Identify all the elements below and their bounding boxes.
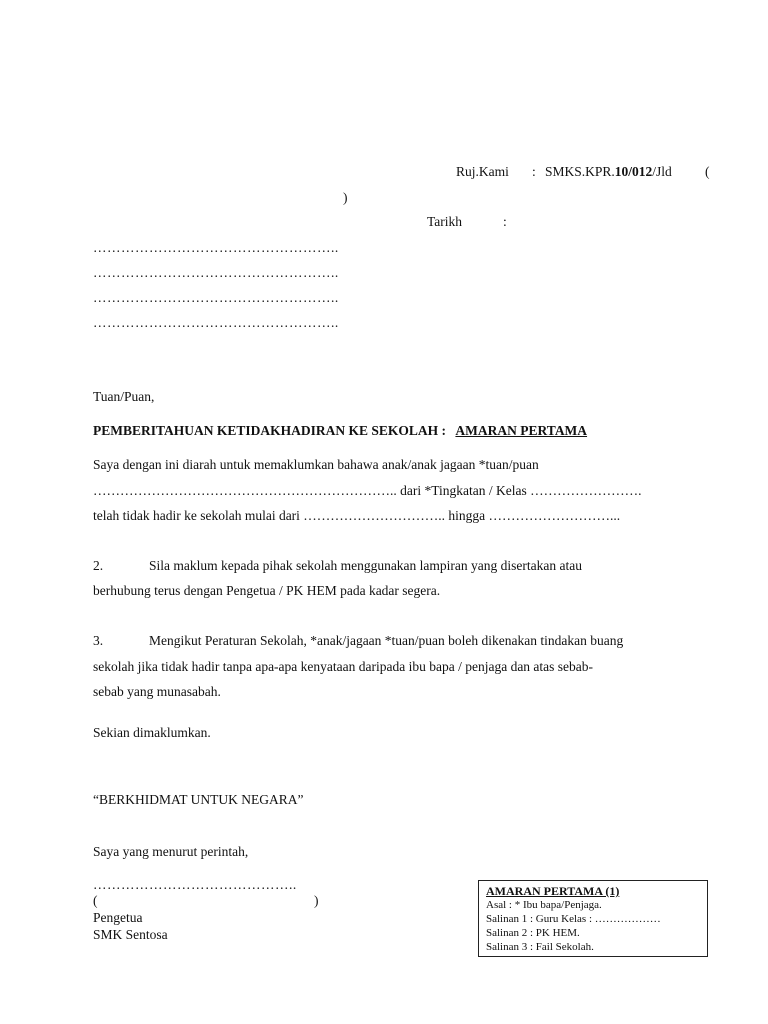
copies-line-original: Asal : * Ibu bapa/Penjaga. — [486, 899, 602, 911]
signature-line: …………………………………….. — [93, 877, 297, 892]
copies-line-1: Salinan 1 : Guru Kelas : ……………… — [486, 913, 661, 925]
subject-main: PEMBERITAHUAN KETIDAKHADIRAN KE SEKOLAH : — [93, 423, 447, 438]
para3-line3: sebab yang munasabah. — [93, 684, 221, 699]
para2-line1: Sila maklum kepada pihak sekolah menggunakan lampiran yang disertakan atau — [149, 558, 582, 573]
salutation: Tuan/Puan, — [93, 389, 155, 404]
address-line-1: …………………………………………….. — [93, 240, 339, 255]
subject-emphasis: AMARAN PERTAMA — [455, 423, 588, 438]
motto: “BERKHIDMAT UNTUK NEGARA” — [93, 792, 304, 807]
closing: Sekian dimaklumkan. — [93, 725, 211, 740]
copies-line-2: Salinan 2 : PK HEM. — [486, 927, 580, 939]
para1-line3: telah tidak hadir ke sekolah mulai dari ………………………….. hingga ………………………... — [93, 508, 621, 523]
signoff: Saya yang menurut perintah, — [93, 844, 249, 859]
signature-open-paren: ( — [93, 893, 98, 908]
para3-line1: Mengikut Peraturan Sekolah, *anak/jagaan *tuan/puan boleh dikenakan tindakan buang — [149, 633, 624, 648]
ref-suffix: /Jld — [652, 164, 672, 179]
ref-open-paren: ( — [705, 164, 710, 179]
date-label: Tarikh — [427, 214, 463, 229]
copies-box — [478, 880, 708, 957]
para3-number: 3. — [93, 633, 104, 648]
ref-label: Ruj.Kami — [456, 164, 509, 179]
address-line-2: …………………………………………….. — [93, 265, 339, 280]
date-colon: : — [503, 214, 507, 229]
ref-number — [545, 164, 672, 180]
para2-number: 2. — [93, 558, 104, 573]
para2-line2: berhubung terus dengan Pengetua / PK HEM pada kadar segera. — [93, 583, 441, 598]
copies-line-3: Salinan 3 : Fail Sekolah. — [486, 941, 594, 953]
ref-prefix: SMKS.KPR. — [545, 164, 615, 179]
address-line-4: …………………………………………….. — [93, 315, 339, 330]
para1-line1: Saya dengan ini diarah untuk memaklumkan bahawa anak/anak jagaan *tuan/puan — [93, 457, 539, 472]
copies-box-title: AMARAN PERTAMA (1) — [486, 884, 620, 898]
signatory-school: SMK Sentosa — [93, 927, 168, 942]
address-line-3: …………………………………………….. — [93, 290, 339, 305]
para1-line2: ………………………………………………………….. dari *Tingkatan / Kelas ……………………. — [93, 483, 642, 498]
signatory-title: Pengetua — [93, 910, 143, 925]
para3-line2: sekolah jika tidak hadir tanpa apa-apa kenyataan daripada ibu bapa / penjaga dan atas sebab- — [93, 659, 594, 674]
signature-close-paren: ) — [314, 893, 319, 908]
ref-bold: 10/012 — [614, 164, 653, 179]
ref-colon: : — [532, 164, 536, 179]
ref-close-paren: ) — [343, 190, 348, 205]
subject-line — [93, 423, 587, 439]
